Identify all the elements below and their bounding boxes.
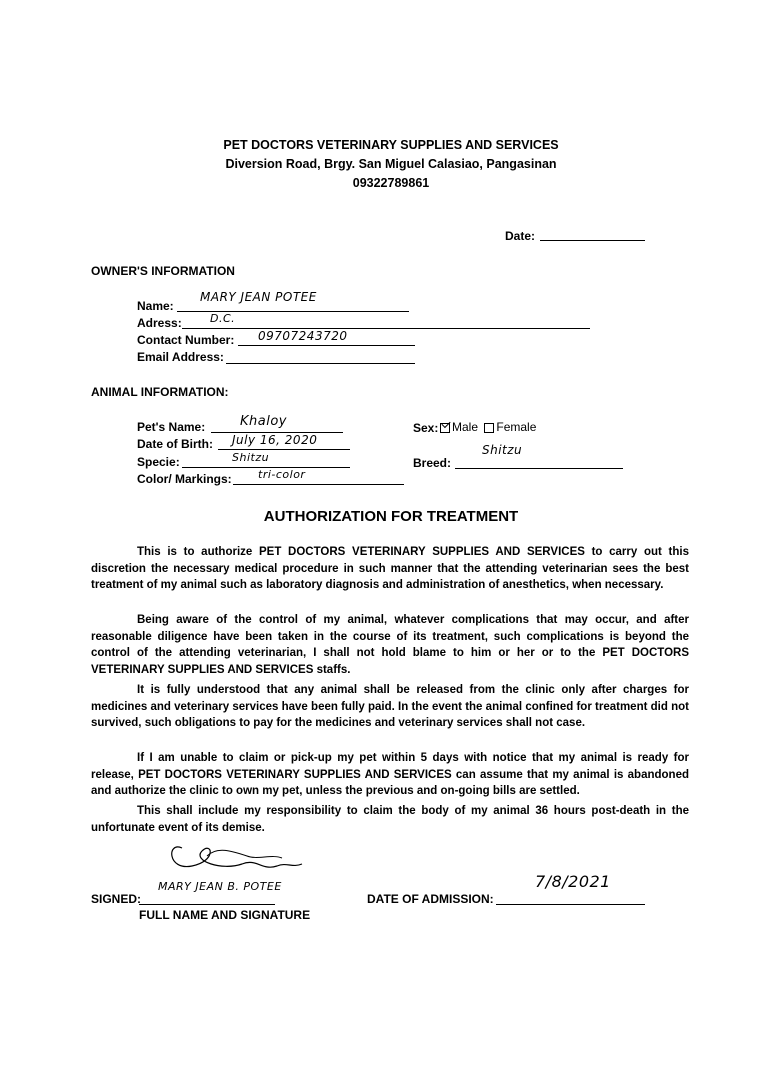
sex-male-label: Male bbox=[452, 420, 479, 434]
color-value: tri-color bbox=[258, 468, 306, 481]
breed-value: Shitzu bbox=[482, 443, 523, 457]
owner-address-field[interactable] bbox=[182, 328, 590, 329]
admission-date-label: DATE OF ADMISSION: bbox=[367, 892, 494, 906]
authorization-paragraph-5: This shall include my responsibility to claim the body of my animal 36 hours post-death in the unfortunate event of its demise. bbox=[91, 805, 689, 834]
date-field[interactable] bbox=[540, 240, 645, 241]
breed-label: Breed: bbox=[413, 456, 452, 470]
color-field[interactable] bbox=[233, 484, 404, 485]
sex-female-label: Female bbox=[496, 420, 537, 434]
contact-number-field[interactable] bbox=[238, 345, 415, 346]
business-phone: 09322789861 bbox=[352, 176, 430, 190]
animal-heading: ANIMAL INFORMATION: bbox=[91, 385, 229, 399]
dob-field[interactable] bbox=[218, 449, 350, 450]
sex-label: Sex: bbox=[413, 421, 439, 435]
contact-number-value: 09707243720 bbox=[258, 329, 348, 343]
breed-field[interactable] bbox=[455, 468, 623, 469]
signature-field[interactable] bbox=[139, 904, 275, 905]
admission-date-value: 7/8/2021 bbox=[535, 872, 611, 891]
authorization-paragraph-1: This is to authorize PET DOCTORS VETERINARY SUPPLIES AND SERVICES to carry out this discretion the necessary medical procedure in such manner that the attending veterinarian sees the best treatment of my animal such as laboratory diagnosis and administration of anesthetics, when necessary. bbox=[91, 546, 689, 592]
owner-address-label: Adress: bbox=[137, 316, 182, 330]
authorization-paragraph-2: Being aware of the control of my animal, whatever complications that may occur, and after reasonable diligence have been taken in the course of its treatment, such complications is beyond the control of the attending veterinarian, I shall not hold blame to him or her or to the PET DOCTORS VETERINARY SUPPLIES AND SERVICES staffs. bbox=[91, 614, 689, 677]
specie-label: Specie: bbox=[137, 455, 180, 469]
color-label: Color/ Markings: bbox=[137, 472, 232, 486]
owner-name-label: Name: bbox=[137, 299, 174, 313]
pet-name-value: Khaloy bbox=[240, 414, 287, 429]
admission-date-field[interactable] bbox=[496, 904, 645, 905]
business-address: Diversion Road, Brgy. San Miguel Calasiao, Pangasinan bbox=[225, 157, 557, 171]
specie-value: Shitzu bbox=[232, 451, 270, 464]
dob-label: Date of Birth: bbox=[137, 437, 213, 451]
email-label: Email Address: bbox=[137, 350, 224, 364]
signed-name-value: MARY JEAN B. POTEE bbox=[158, 880, 282, 893]
authorization-paragraph-3: It is fully understood that any animal shall be released from the clinic only after charges for medicines and veterinary services have been fully paid. In the event the animal confined for treatment did not survived, such obligations to pay for the medicines and veterinary services shall not case. bbox=[91, 684, 689, 730]
owner-name-value: MARY JEAN POTEE bbox=[200, 290, 317, 304]
signed-label: SIGNED: bbox=[91, 892, 142, 906]
sex-female-checkbox[interactable] bbox=[484, 423, 494, 433]
pet-name-label: Pet's Name: bbox=[137, 420, 206, 434]
business-name: PET DOCTORS VETERINARY SUPPLIES AND SERVICES bbox=[223, 138, 559, 152]
signature-caption: FULL NAME AND SIGNATURE bbox=[139, 908, 311, 922]
owner-address-value: D.C. bbox=[210, 312, 236, 325]
date-label: Date: bbox=[505, 229, 536, 243]
authorization-title: AUTHORIZATION FOR TREATMENT bbox=[263, 508, 519, 525]
contact-number-label: Contact Number: bbox=[137, 333, 235, 347]
dob-value: July 16, 2020 bbox=[232, 433, 318, 447]
sex-male-checkbox[interactable] bbox=[440, 423, 450, 433]
owner-heading: OWNER'S INFORMATION bbox=[91, 264, 235, 278]
authorization-paragraph-4: If I am unable to claim or pick-up my pet within 5 days with notice that my animal is ready for release, PET DOCTORS VETERINARY SUPPLIES AND SERVICES can assume that my animal is abandoned and authorize the clinic to own my pet, unless the previous and on-going bills are settled. bbox=[91, 752, 689, 798]
sex-options bbox=[440, 420, 536, 434]
email-field[interactable] bbox=[226, 363, 415, 364]
